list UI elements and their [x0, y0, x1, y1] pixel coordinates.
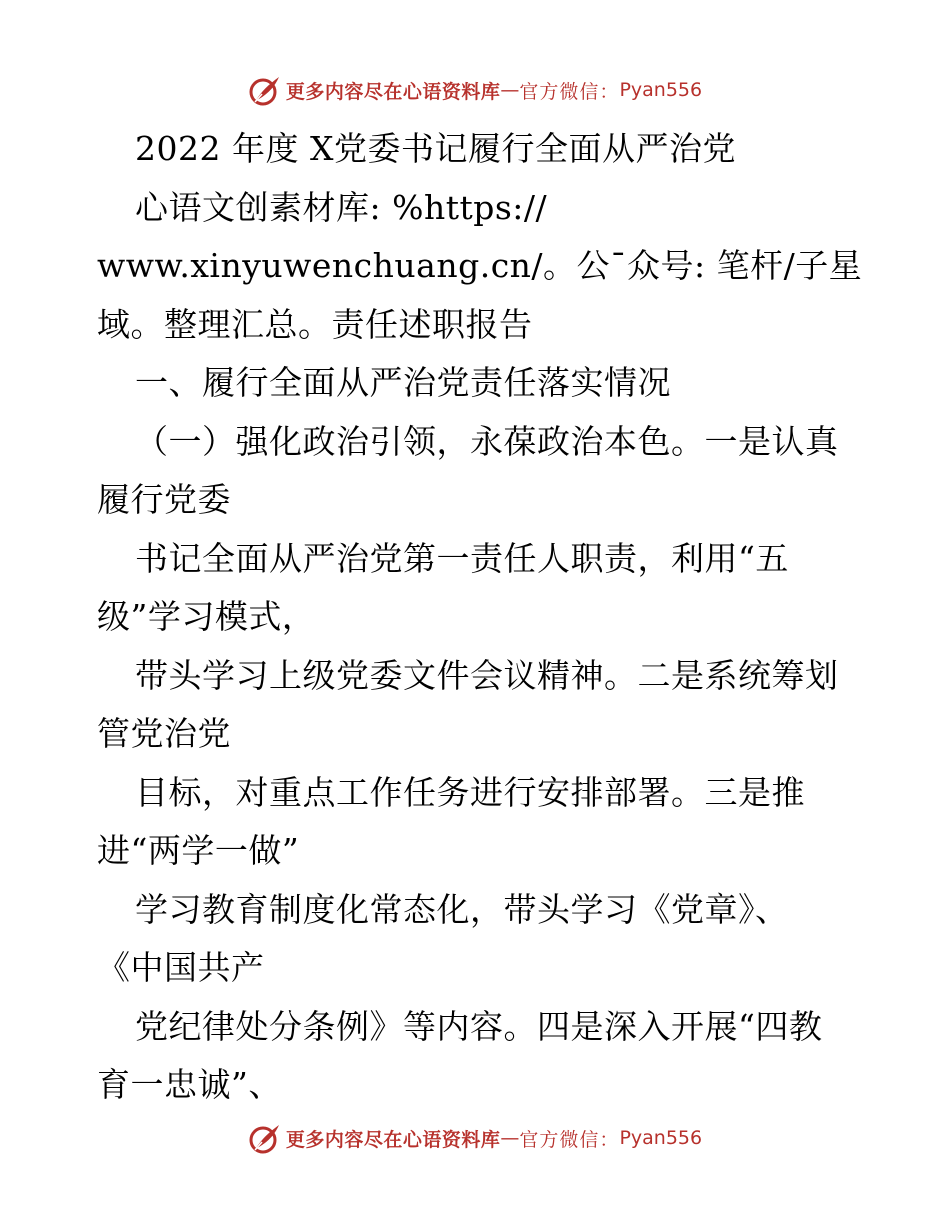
paragraph-line: 心语文创素材库: %https://: [135, 187, 548, 227]
banner-main-text: 更多内容尽在心语资料库: [285, 1128, 501, 1151]
banner-dash: —: [500, 79, 520, 101]
paragraph-line: 履行党委: [97, 480, 231, 519]
paragraph-line: 党纪律处分条例》等内容。四是深入开展“四教: [135, 1006, 823, 1046]
banner-sub-text: 官方微信：: [519, 80, 620, 103]
banner-dash: —: [500, 1127, 520, 1149]
paragraph-line: 目标，对重点工作任务进行安排部署。三是推: [135, 772, 805, 812]
paragraph-line: 带头学习上级党委文件会议精神。二是系统筹划: [135, 655, 839, 695]
feather-quill-icon: [248, 1121, 282, 1155]
paragraph-line: 书记全面从严治党第一责任人职责，利用“五: [135, 538, 789, 578]
banner-sub-text: 官方微信：: [519, 1128, 620, 1151]
paragraph-line: 2022 年度 X党委书记履行全面从严治党: [135, 129, 736, 168]
paragraph-line: 进“两学一做”: [97, 831, 300, 870]
paragraph-line: 域。整理汇总。责任述职报告: [97, 304, 533, 344]
paragraph-line: 级”学习模式，: [97, 597, 316, 636]
paragraph-line: 管党治党: [97, 714, 231, 753]
paragraph-line: 学习教育制度化常态化，带头学习《党章》、: [135, 889, 789, 929]
paragraph-line: （一）强化政治引领，永葆政治本色。一是认真: [135, 421, 839, 461]
paragraph-line: 《中国共产: [97, 948, 265, 987]
footer-watermark-banner: [0, 1118, 950, 1158]
banner-wechat-id: Pyan556: [619, 79, 703, 101]
document-body: [97, 120, 863, 1115]
paragraph-line: www.xinyuwenchuang.cn/。公¯众号: 笔杆/子星: [97, 246, 863, 285]
paragraph-line: 育一忠诚”、: [97, 1065, 282, 1104]
banner-wechat-id: Pyan556: [619, 1127, 703, 1149]
paragraph-line: 一、履行全面从严治党责任落实情况: [135, 363, 671, 402]
banner-main-text: 更多内容尽在心语资料库: [285, 80, 501, 103]
feather-quill-icon: [248, 73, 282, 107]
header-watermark-banner: [0, 70, 950, 110]
